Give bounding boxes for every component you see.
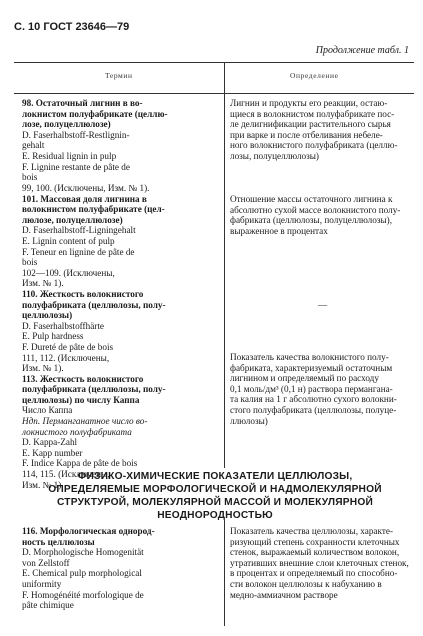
- section-heading-line: НЕОДНОРОДНОСТЬЮ: [157, 510, 273, 521]
- term-113-line: Ндп. Перманганатное число во-: [22, 416, 148, 427]
- excluded-note: Изм. № 1).: [22, 278, 64, 289]
- term-98-line: D. Faserhalbstoff-Restlignin-: [22, 129, 130, 140]
- term-101-line: F. Teneur en lignine de pâte de: [22, 246, 135, 257]
- table-top-rule: [14, 62, 414, 63]
- term-113-line: 113. Жесткость волокнистого: [22, 373, 144, 384]
- definition-101-line: Отношение массы остаточного лигнина к: [230, 194, 393, 204]
- column-header-terms: Термин: [105, 71, 133, 80]
- term-113-line: D. Kappa-Zahl: [22, 437, 78, 448]
- term-101-line: bois: [22, 257, 38, 268]
- definition-98-line: щиеся в волокнистом полуфабрикате пос-: [230, 108, 395, 119]
- definition-113-line: стого полуфабриката (целлюлозы, полуце-: [230, 404, 397, 415]
- definition-116: [230, 526, 418, 600]
- term-113-line: E. Kapp number: [22, 447, 83, 458]
- definition-113-line: лигнином и определяемый по расходу: [230, 373, 379, 384]
- section-heading-line: ФИЗИКО-ХИМИЧЕСКИЕ ПОКАЗАТЕЛИ ЦЕЛЛЮЛОЗЫ,: [77, 471, 353, 482]
- term-98-line: gehalt: [22, 140, 45, 151]
- section-heading: [10, 470, 420, 522]
- term-110-line: целлюлозы): [22, 310, 73, 321]
- definition-101-line: фабриката (целлюлозы, полуцеллюлозы),: [230, 215, 393, 226]
- term-113-line: полуфабриката (целлюлозы, полу-: [22, 384, 166, 395]
- term-101-line: 101. Массовая доля лигнина в: [22, 193, 147, 204]
- excluded-note: 102—109. (Исключены,: [22, 267, 115, 278]
- term-113-line: локнистого полуфабриката: [22, 426, 132, 437]
- definition-98-line: при варке и после отбеливания небеле-: [230, 129, 383, 140]
- term-116-line: ность целлюлозы: [22, 536, 95, 547]
- term-101-line: волокнистом полуфабрикате (цел-: [22, 204, 165, 215]
- excluded-note: Изм. № 1).: [22, 479, 64, 490]
- definition-98-line: ле делигнификации растительного сырья: [230, 119, 391, 130]
- definition-116-line: Показатель качества целлюлозы, характе-: [230, 526, 394, 536]
- term-98-line: локнистом полуфабрикате (целлю-: [22, 108, 168, 119]
- term-110-line: E. Pulp hardness: [22, 331, 84, 342]
- excluded-note: Изм. № 1).: [22, 363, 64, 374]
- excluded-note: 99, 100. (Исключены, Изм. № 1).: [22, 183, 150, 193]
- section-heading-line: ОПРЕДЕЛЯЕМЫЕ МОРФОЛОГИЧЕСКОЙ И НАДМОЛЕКУЛЯРНОЙ: [48, 484, 382, 495]
- term-101-line: D. Faserhalbstoff-Ligningehalt: [22, 225, 136, 236]
- term-116-line: pâte chimique: [22, 600, 74, 611]
- term-110-line: полуфабриката (целлюлозы, полу-: [22, 299, 166, 310]
- definition-113-line: фабриката, характеризуемый остаточным: [230, 362, 393, 373]
- term-110-line: F. Dureté de pâte de bois: [22, 341, 114, 352]
- definition-98-line: ного волокнистого полуфабриката (целлю-: [230, 140, 398, 151]
- excluded-note: 111, 112. (Исключены,: [22, 352, 110, 363]
- term-98-line: лозе, полуцеллюлозе): [22, 119, 111, 130]
- definition-98-line: Лигнин и продукты его реакции, остаю-: [230, 98, 388, 108]
- definition-116-line: в процентах и определяемый по способно-: [230, 568, 398, 579]
- term-116-line: uniformity: [22, 578, 62, 589]
- term-98-line: F. Lignine restante de pâte de: [22, 161, 130, 172]
- term-110-line: D. Faserhalbstoffhärte: [22, 320, 104, 331]
- term-98-line: bois: [22, 172, 38, 183]
- term-116-line: 116. Морфологическая однород-: [22, 526, 155, 536]
- term-116-line: F. Homogénéité morfologique de: [22, 589, 144, 600]
- definition-113-line: Показатель качества волокнистого полу-: [230, 352, 389, 362]
- definition-101: [230, 194, 418, 236]
- definition-98: [230, 98, 418, 162]
- definition-116-line: ризующий степень сохранности клеточных: [230, 536, 400, 547]
- term-116-line: D. Morphologische Homogenität: [22, 547, 144, 558]
- term-98-line: 98. Остаточный лигнин в во-: [22, 98, 143, 108]
- term-116: [22, 526, 240, 611]
- definition-113-line: та калия на 1 г абсолютно сухого волокни-: [230, 394, 397, 405]
- definition-113-line: ллюлозы): [230, 415, 268, 426]
- table-header-rule: [14, 93, 414, 94]
- section-heading-line: СТРУКТУРОЙ, МОЛЕКУЛЯРНОЙ МАССОЙ И МОЛЕКУЛЯРНОЙ: [56, 497, 373, 508]
- definition-116-line: стенок, выражаемый количеством волокон,: [230, 547, 400, 558]
- term-98-line: E. Residual lignin in pulp: [22, 150, 117, 161]
- definition-101-line: выраженное в процентах: [230, 225, 328, 236]
- term-110-line: 110. Жесткость волокнистого: [22, 288, 144, 299]
- definition-113-line: 0,1 моль/дм³ (0,1 н) раствора пермангана-: [230, 383, 393, 394]
- definition-113: [230, 352, 418, 426]
- term-101-line: E. Lignin content of pulp: [22, 235, 115, 246]
- term-98: [22, 98, 240, 183]
- definition-110-dash: —: [318, 300, 328, 310]
- term-113-line: целлюлозы) по числу Каппа: [22, 394, 140, 405]
- definition-98-line: лозы, полуцеллюлозы): [230, 150, 319, 161]
- page-header: С. 10 ГОСТ 23646—79: [14, 21, 130, 33]
- term-116-line: von Zellstoff: [22, 557, 70, 568]
- definition-116-line: утративших внешние слои клеточных стенок,: [230, 557, 409, 568]
- term-113-line: Число Каппа: [22, 405, 73, 416]
- term-116-line: E. Chemical pulp morphological: [22, 568, 142, 579]
- term-113-line: F. Indice Kappa de pâte de bois: [22, 458, 138, 469]
- table-continuation-caption: Продолжение табл. 1: [315, 45, 409, 56]
- definition-116-line: медно-аммиачном растворе: [230, 589, 338, 600]
- definition-101-line: абсолютно сухой массе волокнистого полу-: [230, 204, 401, 215]
- excluded-note: 114, 115. (Исключены,: [22, 469, 110, 480]
- definition-116-line: сти волокон целлюлозы к набуханию в: [230, 578, 382, 589]
- term-101-line: люлозе, полуцеллюлозе): [22, 214, 123, 225]
- terms-99-115: [22, 183, 240, 490]
- column-header-definition: Определение: [290, 71, 339, 80]
